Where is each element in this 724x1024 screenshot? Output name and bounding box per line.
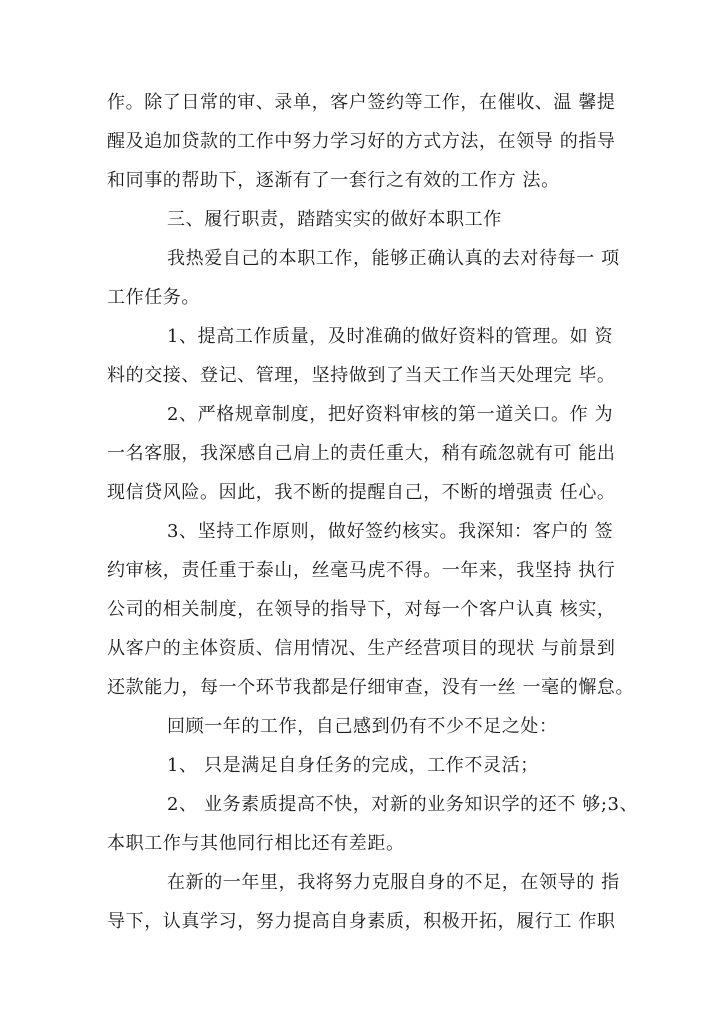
paragraph-line: 2、严格规章制度，把好资料审核的第一道关口。作 为 — [167, 404, 614, 425]
section-heading: 三、履行职责，踏踏实实的做好本职工作 — [167, 209, 502, 230]
list-item: 1、 只是满足自身任务的完成，工作不灵活； — [167, 755, 539, 776]
paragraph-line: 3、坚持工作原则，做好签约核实。我深知：客户的 签 — [167, 521, 614, 542]
paragraph-line: 1、提高工作质量，及时准确的做好资料的管理。如 资 — [167, 326, 614, 347]
paragraph-line: 导下，认真学习，努力提高自身素质，积极开拓，履行工 作职 — [107, 911, 616, 932]
paragraph-line: 工作任务。 — [107, 287, 200, 308]
paragraph-line: 和同事的帮助下，逐渐有了一套行之有效的工作方 法。 — [107, 170, 560, 191]
paragraph-line: 醒及追加贷款的工作中努力学习好的方式方法，在领导 的指导 — [107, 131, 616, 152]
paragraph-line: 从客户的主体资质、信用情况、生产经营项目的现状 与前景到 — [107, 638, 616, 659]
paragraph-line: 本职工作与其他同行相比还有差距。 — [107, 833, 405, 854]
list-item: 2、 业务素质提高不快，对新的业务知识学的还不 够;3、 — [167, 794, 639, 815]
paragraph-line: 料的交接、登记、管理，坚持做到了当天工作当天处理完 毕。 — [107, 365, 616, 386]
paragraph-line: 现信贷风险。因此，我不断的提醒自己，不断的增强责 任心。 — [107, 482, 616, 503]
paragraph-line: 一名客服，我深感自己肩上的责任重大，稍有疏忽就有可 能出 — [107, 443, 616, 464]
paragraph-line: 公司的相关制度，在领导的指导下，对每一个客户认真 核实， — [107, 599, 616, 620]
paragraph-line: 我热爱自己的本职工作，能够正确认真的去对待每一 项 — [167, 248, 620, 269]
paragraph-line: 在新的一年里，我将努力克服自身的不足，在领导的 指 — [167, 872, 620, 893]
paragraph-line: 回顾一年的工作，自己感到仍有不少不足之处： — [167, 716, 558, 737]
paragraph-line: 还款能力，每一个环节我都是仔细审查，没有一丝 一毫的懈怠。 — [107, 677, 635, 698]
paragraph-line: 约审核，责任重于泰山，丝毫马虎不得。一年来，我坚持 执行 — [107, 560, 616, 581]
paragraph-line: 作。除了日常的审、录单，客户签约等工作，在催收、温 馨提 — [107, 92, 616, 113]
